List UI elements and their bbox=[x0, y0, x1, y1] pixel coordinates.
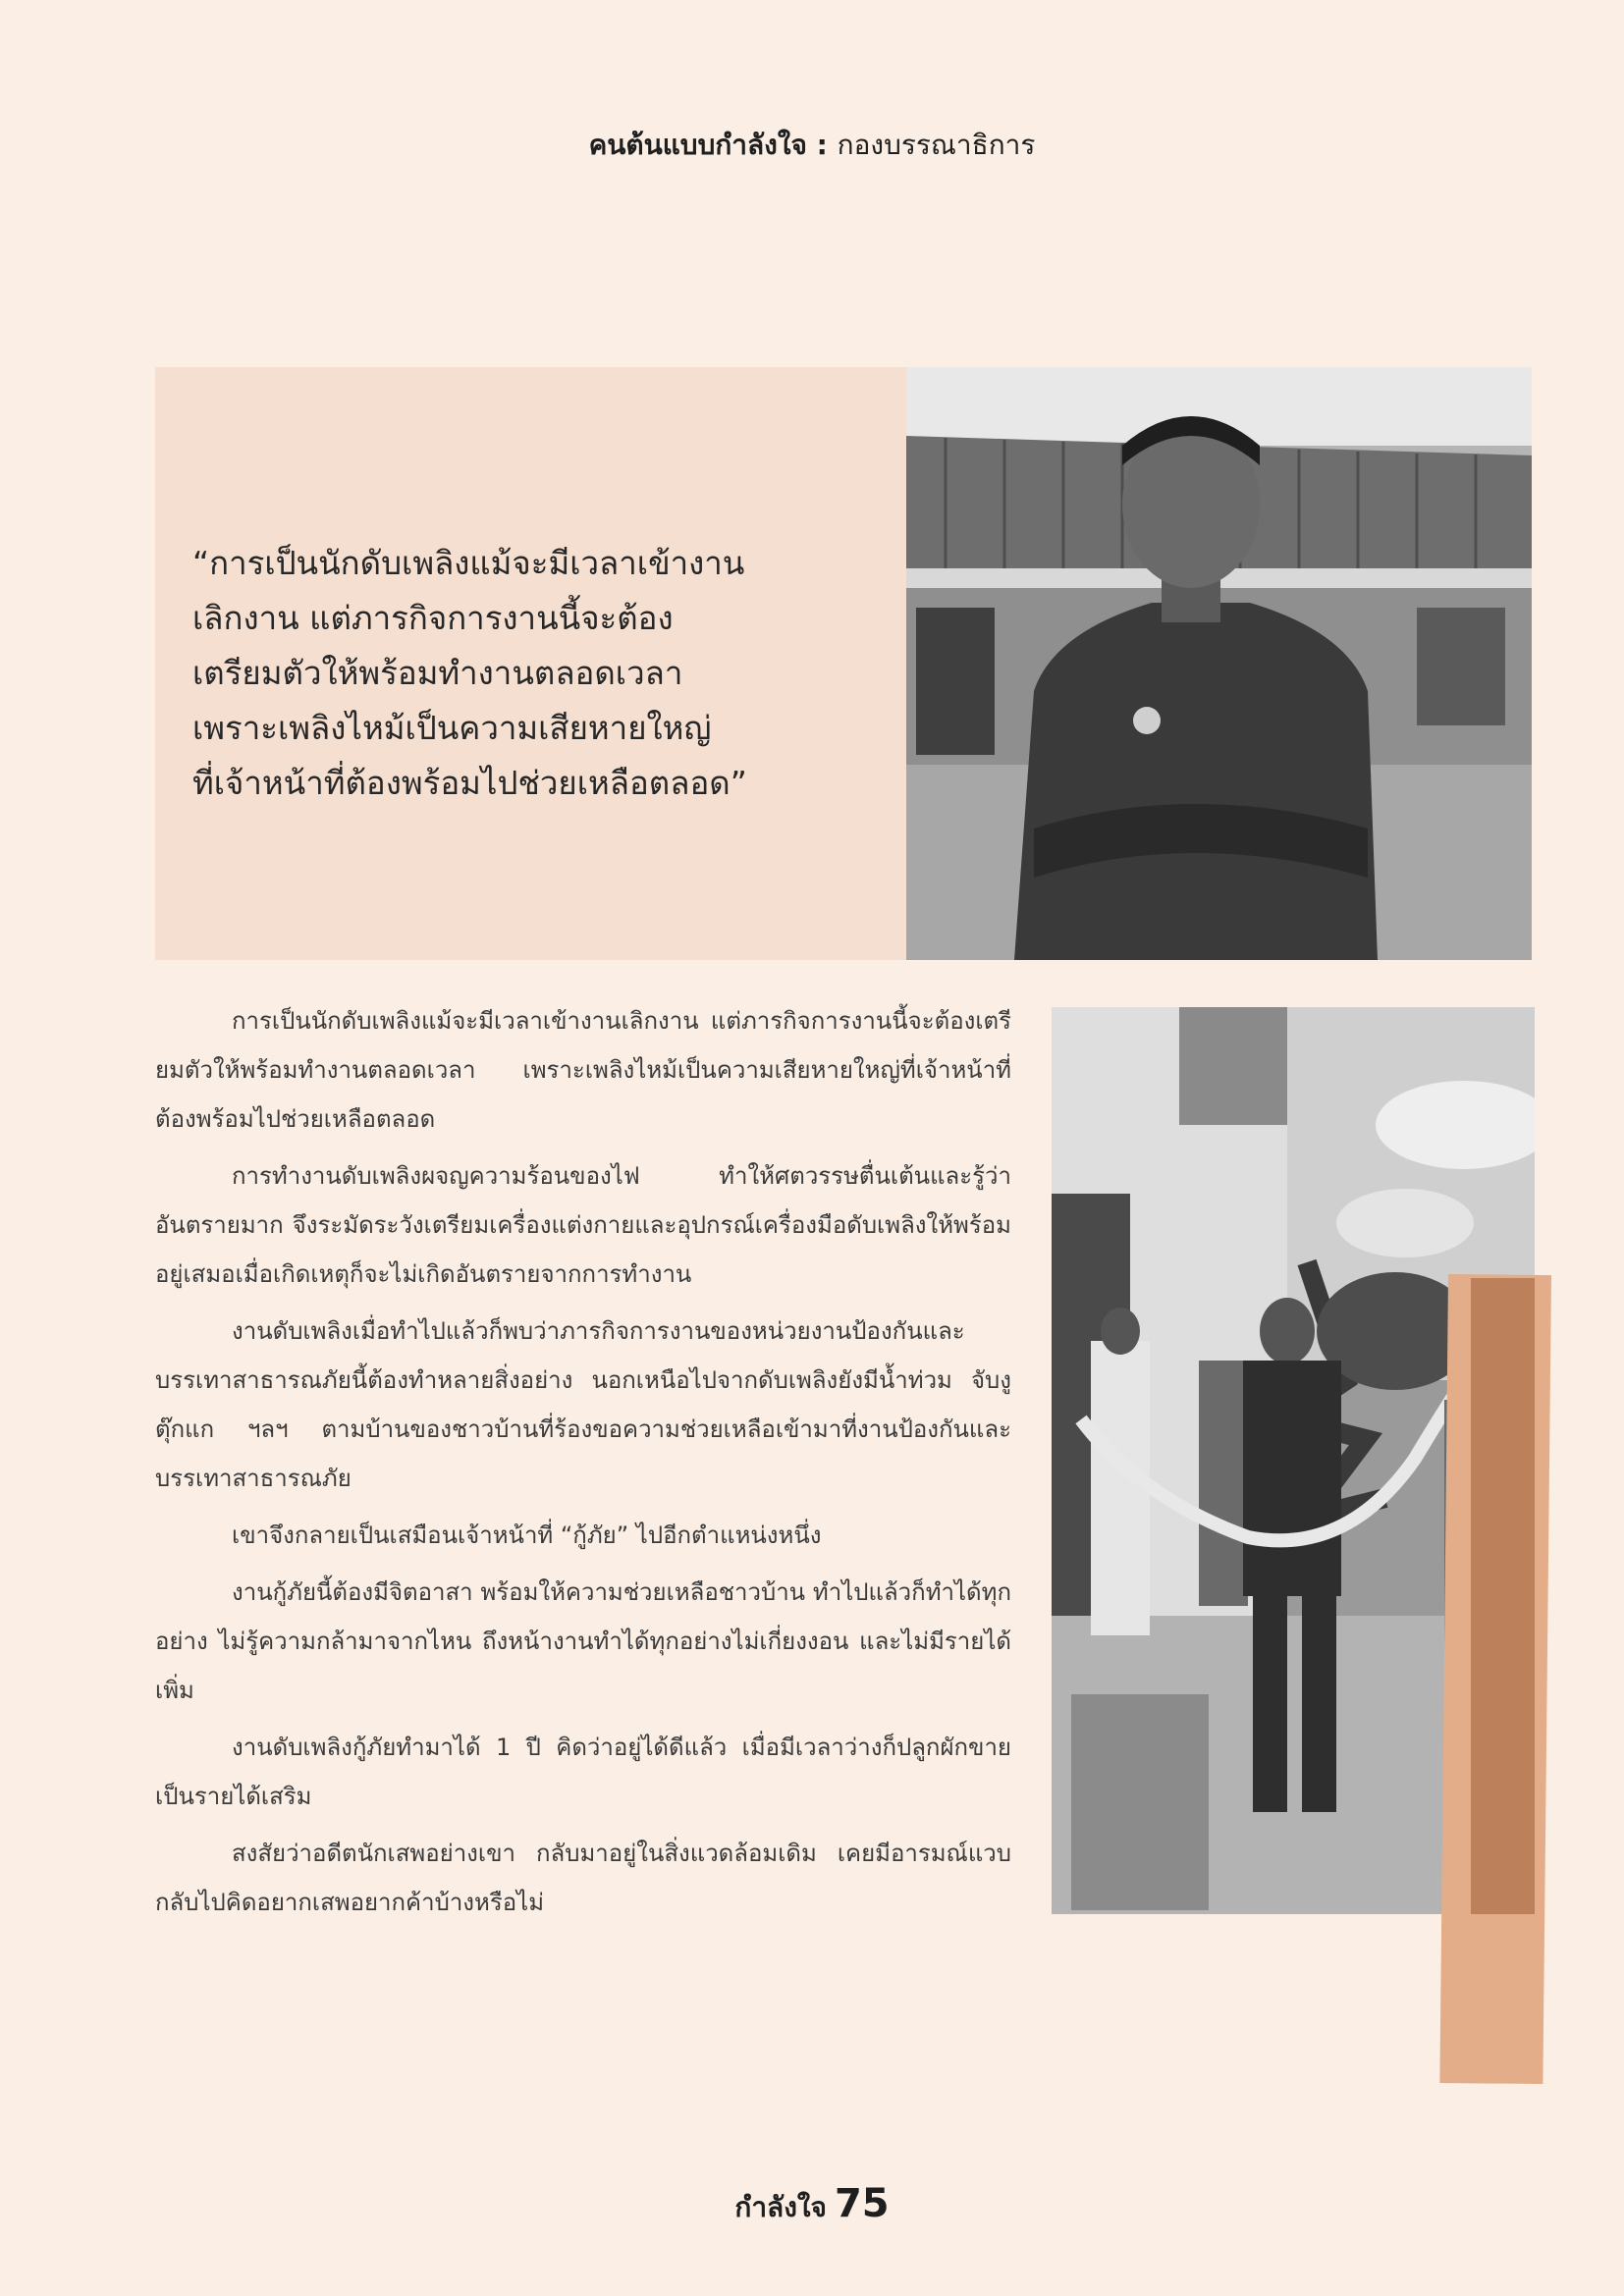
body-paragraph: สงสัยว่าอดีตนักเสพอย่างเขา กลับมาอยู่ในสิ่งแวดล้อมเดิม เคยมีอารมณ์แวบกลับไปคิดอยากเสพอยากค้าบ้างหรือไม่ bbox=[155, 1840, 1011, 1916]
pull-quote-line: “การเป็นนักดับเพลิงแม้จะมีเวลาเข้างาน bbox=[192, 544, 745, 582]
firefighter-portrait-photo bbox=[906, 367, 1532, 960]
body-paragraph: การเป็นนักดับเพลิงแม้จะมีเวลาเข้างานเลิกงาน แต่ภารกิจการงานนี้จะต้องเตรียมตัวให้พร้อมทำงานตลอดเวลา เพราะเพลิงไหม้เป็นความเสียหายใหญ่ที่เจ้าหน้าที่ต้องพร้อมไปช่วยเหลือตลอด bbox=[155, 1007, 1011, 1133]
pull-quote-line: เลิกงาน แต่ภารกิจการงานนี้จะต้อง bbox=[192, 599, 674, 637]
body-paragraph: การทำงานดับเพลิงผจญความร้อนของไฟ ทำให้ศตวรรษตื่นเต้นและรู้ว่าอันตรายมาก จึงระมัดระวังเตรียมเครื่องแต่งกายและอุปกรณ์เครื่องมือดับเพลิงให้พร้อมอยู่เสมอเมื่อเกิดเหตุก็จะไม่เกิดอันตรายจากการทำงาน bbox=[155, 1162, 1011, 1288]
body-paragraph: เขาจึงกลายเป็นเสมือนเจ้าหน้าที่ “กู้ภัย” ไปอีกตำแหน่งหนึ่ง bbox=[232, 1522, 822, 1549]
body-paragraph: งานกู้ภัยนี้ต้องมีจิตอาสา พร้อมให้ความช่วยเหลือชาวบ้าน ทำไปแล้วก็ทำได้ทุกอย่าง ไม่รู้ความกล้ามาจากไหน ถึงหน้างานทำได้ทุกอย่างไม่เกี่ยงงอน และไม่มีรายได้เพิ่ม bbox=[155, 1578, 1011, 1704]
body-paragraph: งานดับเพลิงกู้ภัยทำมาได้ 1 ปี คิดว่าอยู่ได้ดีแล้ว เมื่อมีเวลาว่างก็ปลูกผักขายเป็นรายได้เสริม bbox=[155, 1734, 1011, 1810]
magazine-column-title: คนต้นแบบกำลังใจ bbox=[588, 129, 807, 161]
portrait-photo-graphic bbox=[906, 367, 1532, 960]
header-section: กองบรรณาธิการ bbox=[837, 129, 1036, 161]
magazine-name: กำลังใจ bbox=[734, 2191, 827, 2223]
header-separator: : bbox=[806, 129, 838, 161]
pull-quote-line: เตรียมตัวให้พร้อมทำงานตลอดเวลา bbox=[192, 654, 683, 692]
page-header bbox=[0, 124, 1624, 167]
article-body bbox=[155, 996, 1011, 1935]
pull-quote-line: ที่เจ้าหน้าที่ต้องพร้อมไปช่วยเหลือตลอด” bbox=[192, 764, 747, 802]
photo-accent-overlay bbox=[1471, 1278, 1535, 1914]
body-paragraph: งานดับเพลิงเมื่อทำไปแล้วก็พบว่าภารกิจการงานของหน่วยงานป้องกันและบรรเทาสาธารณภัยนี้ต้องทำหลายสิ่งอย่าง นอกเหนือไปจากดับเพลิงยังมีน้ำท่วม จับงู ตุ๊กแก ฯลฯ ตามบ้านของชาวบ้านที่ร้องขอความช่วยเหลือเข้ามาที่งานป้องกันและบรรเทาสาธารณภัย bbox=[155, 1317, 1011, 1492]
page-number: 75 bbox=[834, 2181, 890, 2226]
pull-quote bbox=[192, 536, 880, 811]
page-footer bbox=[0, 2181, 1624, 2229]
pull-quote-line: เพราะเพลิงไหม้เป็นความเสียหายใหญ่ bbox=[192, 709, 712, 747]
